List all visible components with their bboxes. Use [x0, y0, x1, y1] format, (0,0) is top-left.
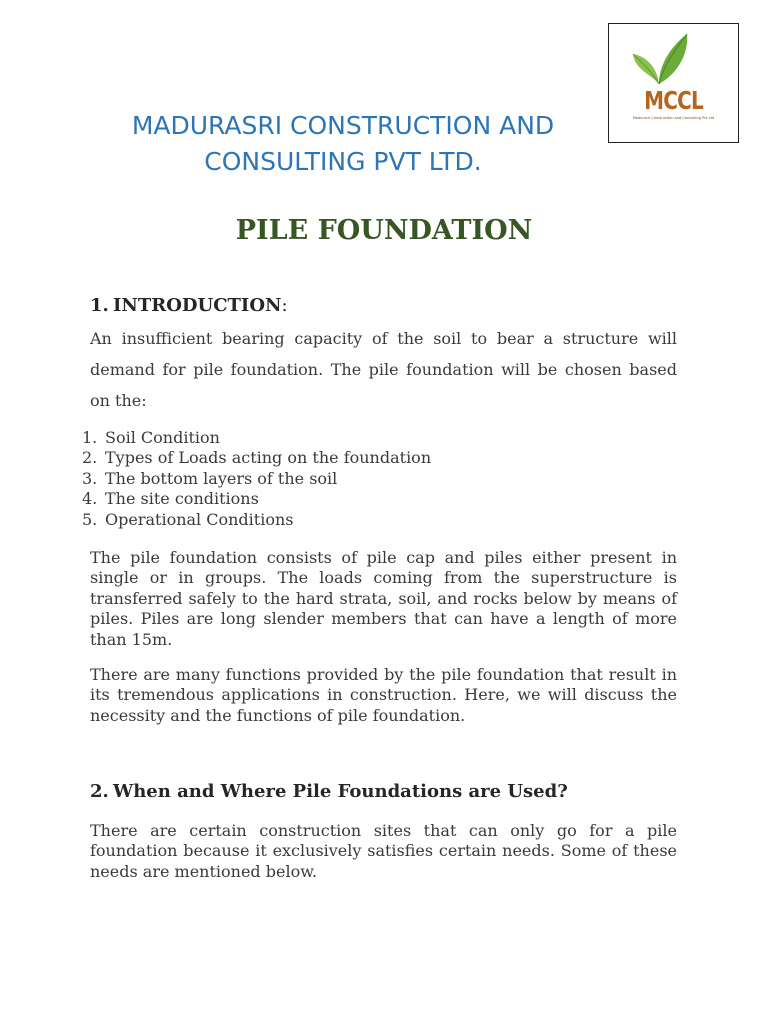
- list-item: 1. Soil Condition: [82, 428, 220, 447]
- company-name-line1: MADURASRI CONSTRUCTION AND: [131, 111, 555, 140]
- criteria-list: [82, 428, 431, 530]
- company-name: [100, 108, 586, 180]
- section-1-intro: An insufficient bearing capacity of the soil to bear a structure will demand for pile foundation. The pile foundation will be chosen based on the:: [90, 329, 677, 410]
- section-2-number: 2.: [90, 781, 109, 802]
- section-1-paragraph-3: There are many functions provided by the pile foundation that result in its tremendous applications in construction. Here, we will discuss the necessity and the functions of pile foundation.: [90, 665, 677, 725]
- leaf-icon: [629, 30, 693, 86]
- section-1-heading: [90, 295, 288, 316]
- logo-tagline: Madurasri Construction and Consulting Pvt Ltd: [632, 116, 715, 120]
- document-title: PILE FOUNDATION: [235, 215, 533, 246]
- section-1-title: INTRODUCTION: [113, 295, 282, 316]
- list-item: 4. The site conditions: [82, 489, 259, 509]
- section-1-number: 1.: [90, 295, 109, 316]
- section-1-paragraph-2: The pile foundation consists of pile cap and piles either present in single or in groups. The loads coming from the superstructure is transferred safely to the hard strata, soil, and rocks below by means of piles. Piles are long slender members that can have a length of more than 15m.: [90, 548, 677, 649]
- section-2-paragraph-1: There are certain construction sites that can only go for a pile foundation because it exclusively satisfies certain needs. Some of these needs are mentioned below.: [90, 821, 677, 881]
- company-name-line2: CONSULTING PVT LTD.: [204, 147, 482, 176]
- section-1-colon: :: [281, 295, 288, 316]
- list-item: 2. Types of Loads acting on the foundation: [82, 448, 432, 468]
- list-item: 5. Operational Conditions: [82, 509, 294, 529]
- section-2-title: When and Where Pile Foundations are Used?: [113, 781, 568, 802]
- list-item: 3. The bottom layers of the soil: [82, 468, 338, 488]
- logo-text: MCCL: [644, 86, 703, 115]
- company-logo: [608, 23, 739, 143]
- section-2-heading: [90, 781, 568, 802]
